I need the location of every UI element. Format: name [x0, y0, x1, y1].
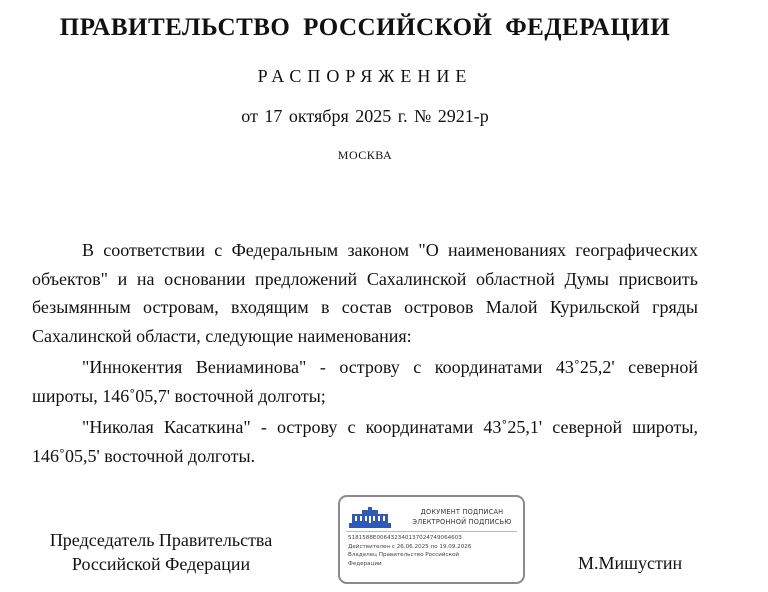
signatory-position-line1: Председатель Правительства: [49, 530, 273, 550]
government-building-icon: [348, 507, 392, 529]
stamp-title-line1: ДОКУМЕНТ ПОДПИСАН: [420, 508, 504, 516]
stamp-details: [348, 534, 524, 568]
island-name-item-1: "Иннокентия Вениаминова" - острову с координатами 43˚25,2' северной широты, 146˚05,7' восточной долготы;: [32, 357, 698, 406]
signatory-position: [33, 528, 289, 576]
electronic-signature-stamp: [338, 495, 525, 584]
stamp-divider: [346, 531, 517, 532]
stamp-validity: Действителен с 26.06.2025 по 19.09.2026: [348, 543, 472, 550]
signatory-name: М.Мишустин: [578, 553, 683, 573]
stamp-title: [400, 508, 524, 527]
stamp-owner-line1: Владелец Правительство Российской: [348, 552, 460, 558]
document-type: РАСПОРЯЖЕНИЕ: [257, 66, 473, 86]
main-paragraph: В соответствии с Федеральным законом "О наименованиях географических объектов" и на основании предложений Сахалинской областной Думы присвоить безымянным островам, входящим в состав островов Малой Курильской гряды Сахалинской области, следующие наименования:: [32, 240, 698, 346]
stamp-owner-line2: Федерации: [348, 560, 382, 567]
document-date-number: от 17 октября 2025 г. № 2921-р: [241, 106, 489, 126]
stamp-certificate: 5181588E006432340137024749064603: [348, 535, 462, 541]
island-name-item-2: "Николая Касаткина" - острову с координатами 43˚25,1' северной широты, 146˚05,5' восточной долготы.: [32, 417, 698, 466]
issuing-authority: ПРАВИТЕЛЬСТВО РОССИЙСКОЙ ФЕДЕРАЦИИ: [59, 14, 671, 41]
document-city: МОСКВА: [337, 148, 393, 162]
document-body: [32, 236, 698, 470]
stamp-title-line2: ЭЛЕКТРОННОЙ ПОДПИСЬЮ: [412, 517, 512, 526]
signatory-position-line2: Российской Федерации: [71, 554, 251, 574]
